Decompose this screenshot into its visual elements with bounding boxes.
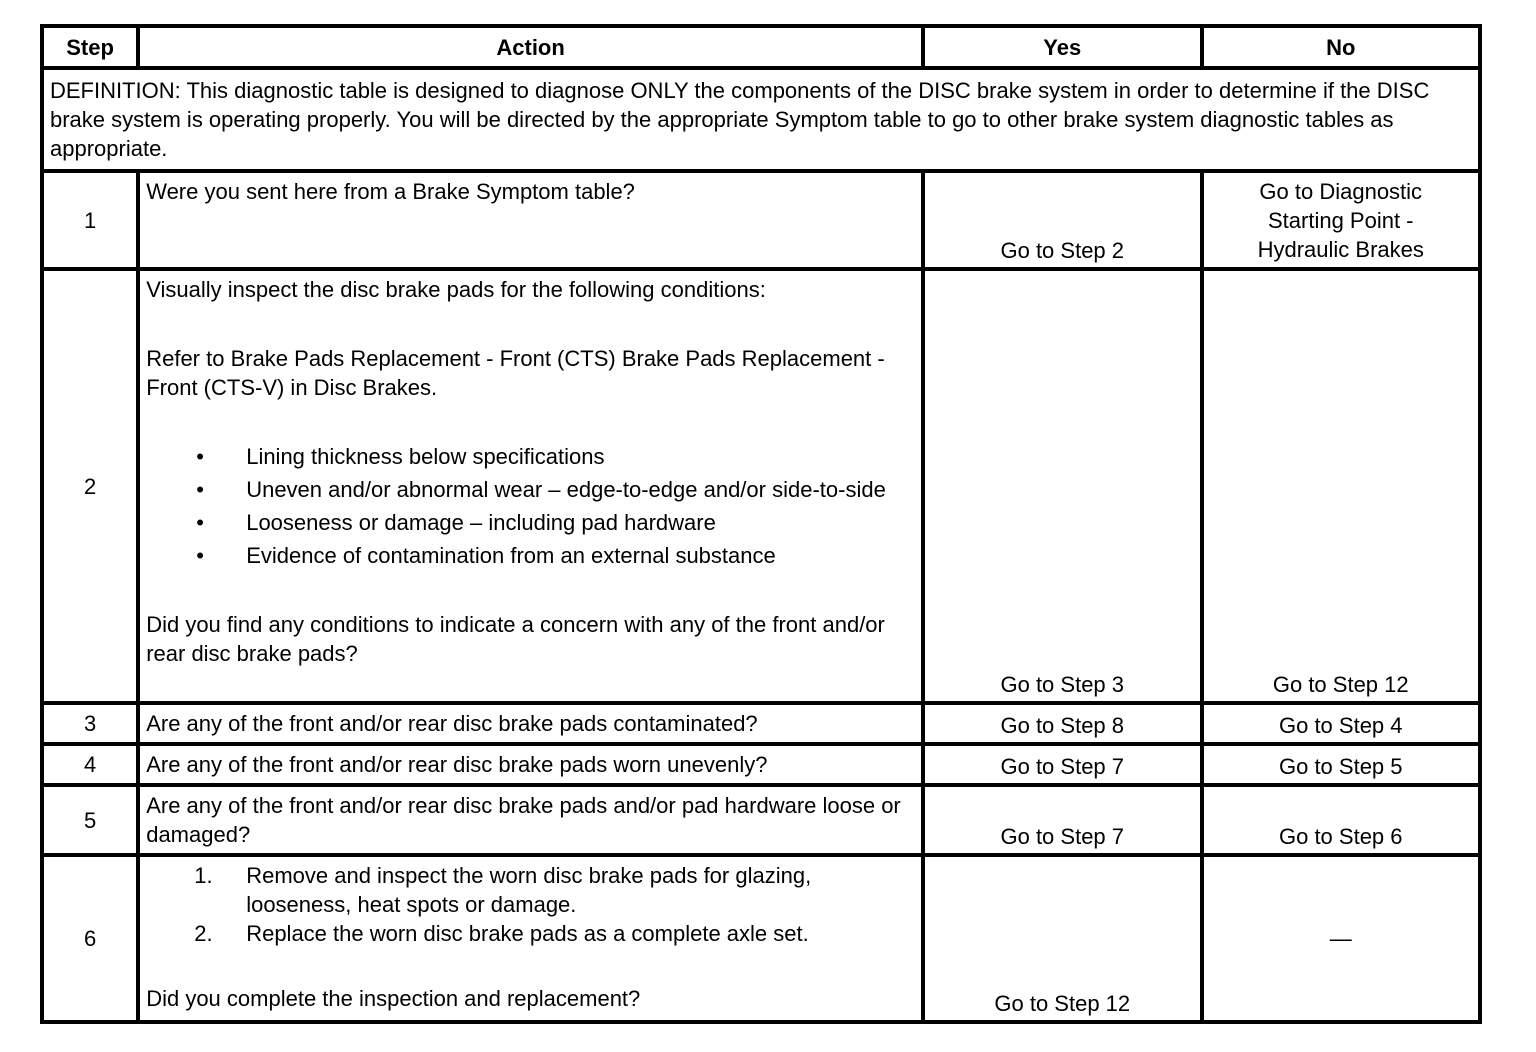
bullet-icon: • [196, 510, 204, 535]
action-question: Did you find any conditions to indicate a concern with any of the front and/or rear disc brake pads? [146, 612, 885, 666]
yes-result: Go to Step 7 [923, 744, 1201, 785]
no-result: Go to Step 12 [1202, 269, 1481, 703]
header-step: Step [42, 26, 138, 68]
bullet-icon: • [196, 543, 204, 568]
header-row [42, 26, 1480, 68]
list-item: • Uneven and/or abnormal wear – edge-to-edge and/or side-to-side [196, 477, 886, 502]
step-number: 3 [42, 703, 138, 744]
definition-row [42, 68, 1480, 171]
definition-text: DEFINITION: This diagnostic table is designed to diagnose ONLY the components of the DISC brake system in order to determine if the DISC brake system is operating properly. You will be directed by the appropriate Symptom table to go to other brake system diagnostic tables as appropriate. [42, 68, 1480, 171]
table-row [42, 171, 1480, 269]
bullet-icon: • [196, 477, 204, 502]
action-question: Did you complete the inspection and replacement? [146, 986, 641, 1011]
yes-result: Go to Step 8 [923, 703, 1201, 744]
header-yes: Yes [923, 26, 1201, 68]
yes-result: Go to Step 2 [923, 171, 1201, 269]
step-number: 4 [42, 744, 138, 785]
list-item: 2. Replace the worn disc brake pads as a complete axle set. [194, 921, 809, 946]
action-refer: Refer to Brake Pads Replacement - Front (CTS) Brake Pads Replacement - Front (CTS-V) in Disc Brakes. [146, 346, 885, 400]
no-result: Go to Step 5 [1202, 744, 1481, 785]
yes-result: Go to Step 3 [923, 269, 1201, 703]
action-question: Are any of the front and/or rear disc brake pads worn unevenly? [138, 744, 923, 785]
no-result: Go to Diagnostic Starting Point - Hydraulic Brakes [1202, 171, 1481, 269]
header-action: Action [138, 26, 923, 68]
step-number: 5 [42, 785, 138, 855]
table-row [42, 703, 1480, 744]
table-row [42, 855, 1480, 1022]
header-no: No [1202, 26, 1481, 68]
yes-result: Go to Step 12 [923, 855, 1201, 1022]
action-cell [138, 855, 923, 1022]
action-question: Are any of the front and/or rear disc brake pads and/or pad hardware loose or damaged? [138, 785, 923, 855]
list-item: • Looseness or damage – including pad hardware [196, 510, 716, 535]
action-intro: Visually inspect the disc brake pads for the following conditions: [146, 277, 766, 302]
diagnostic-table [40, 24, 1482, 1024]
no-result: Go to Step 4 [1202, 703, 1481, 744]
no-result: Go to Step 6 [1202, 785, 1481, 855]
step-number: 6 [42, 855, 138, 1022]
no-result: — [1202, 855, 1481, 1022]
condition-list [146, 442, 915, 570]
step-number: 2 [42, 269, 138, 703]
action-question: Are any of the front and/or rear disc brake pads contaminated? [138, 703, 923, 744]
list-item: • Evidence of contamination from an external substance [196, 543, 776, 568]
list-item: 1. Remove and inspect the worn disc brake pads for glazing, looseness, heat spots or damage. [194, 863, 812, 917]
yes-result: Go to Step 7 [923, 785, 1201, 855]
list-item: • Lining thickness below specifications [196, 444, 605, 469]
bullet-icon: • [196, 444, 204, 469]
action-cell [138, 269, 923, 703]
procedure-list [146, 861, 915, 948]
action-question: Were you sent here from a Brake Symptom table? [138, 171, 923, 269]
table-row [42, 744, 1480, 785]
table-row [42, 269, 1480, 703]
table-row [42, 785, 1480, 855]
step-number: 1 [42, 171, 138, 269]
